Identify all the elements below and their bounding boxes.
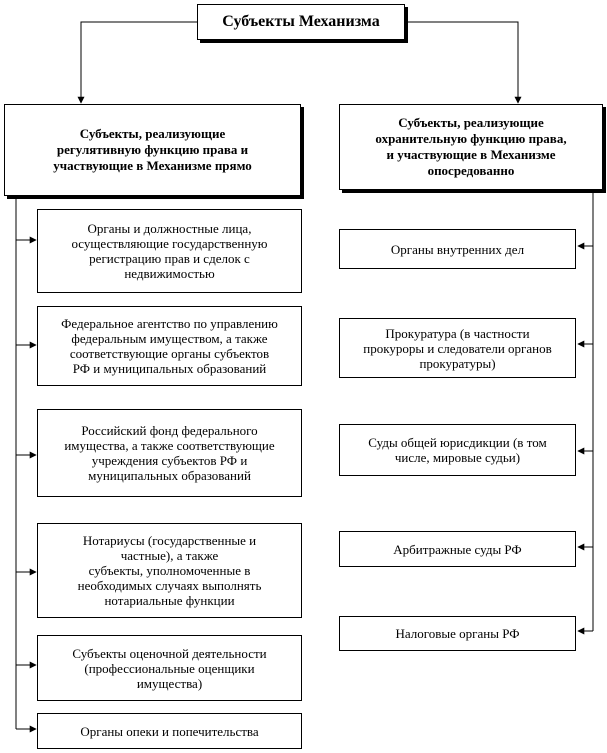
diagram-title: Субъекты Механизма: [197, 4, 405, 40]
right-item-arbitration-courts: Арбитражные суды РФ: [339, 531, 576, 567]
arrow-title-to-left-header: [81, 22, 197, 103]
left-item-appraisers: Субъекты оценочной деятельности (профессиональные оценщики имущества): [37, 635, 302, 701]
left-item-federal-agency: Федеральное агентство по управлению федеральным имуществом, а также соответствующие органы субъектов РФ и муниципальных образований: [37, 306, 302, 386]
left-item-guardianship: Органы опеки и попечительства: [37, 713, 302, 749]
right-item-general-courts: Суды общей юрисдикции (в том числе, мировые судьи): [339, 424, 576, 476]
right-item-prosecution: Прокуратура (в частности прокуроры и следователи органов прокуратуры): [339, 318, 576, 378]
right-item-internal-affairs: Органы внутренних дел: [339, 229, 576, 269]
left-header: Субъекты, реализующие регулятивную функцию права и участвующие в Механизме прямо: [4, 104, 301, 196]
arrow-title-to-right-header: [405, 22, 518, 103]
right-header: Субъекты, реализующие охранительную функцию права, и участвующие в Механизме опосредованно: [339, 104, 603, 190]
right-item-tax-authorities: Налоговые органы РФ: [339, 616, 576, 651]
left-item-notaries: Нотариусы (государственные и частные), а также субъекты, уполномоченные в необходимых случаях выполнять нотариальные функции: [37, 523, 302, 618]
left-item-registration: Органы и должностные лица, осуществляющие государственную регистрацию прав и сделок с недвижимостью: [37, 209, 302, 293]
left-item-property-fund: Российский фонд федерального имущества, а также соответствующие учреждения субъектов РФ и муниципальных образований: [37, 409, 302, 497]
